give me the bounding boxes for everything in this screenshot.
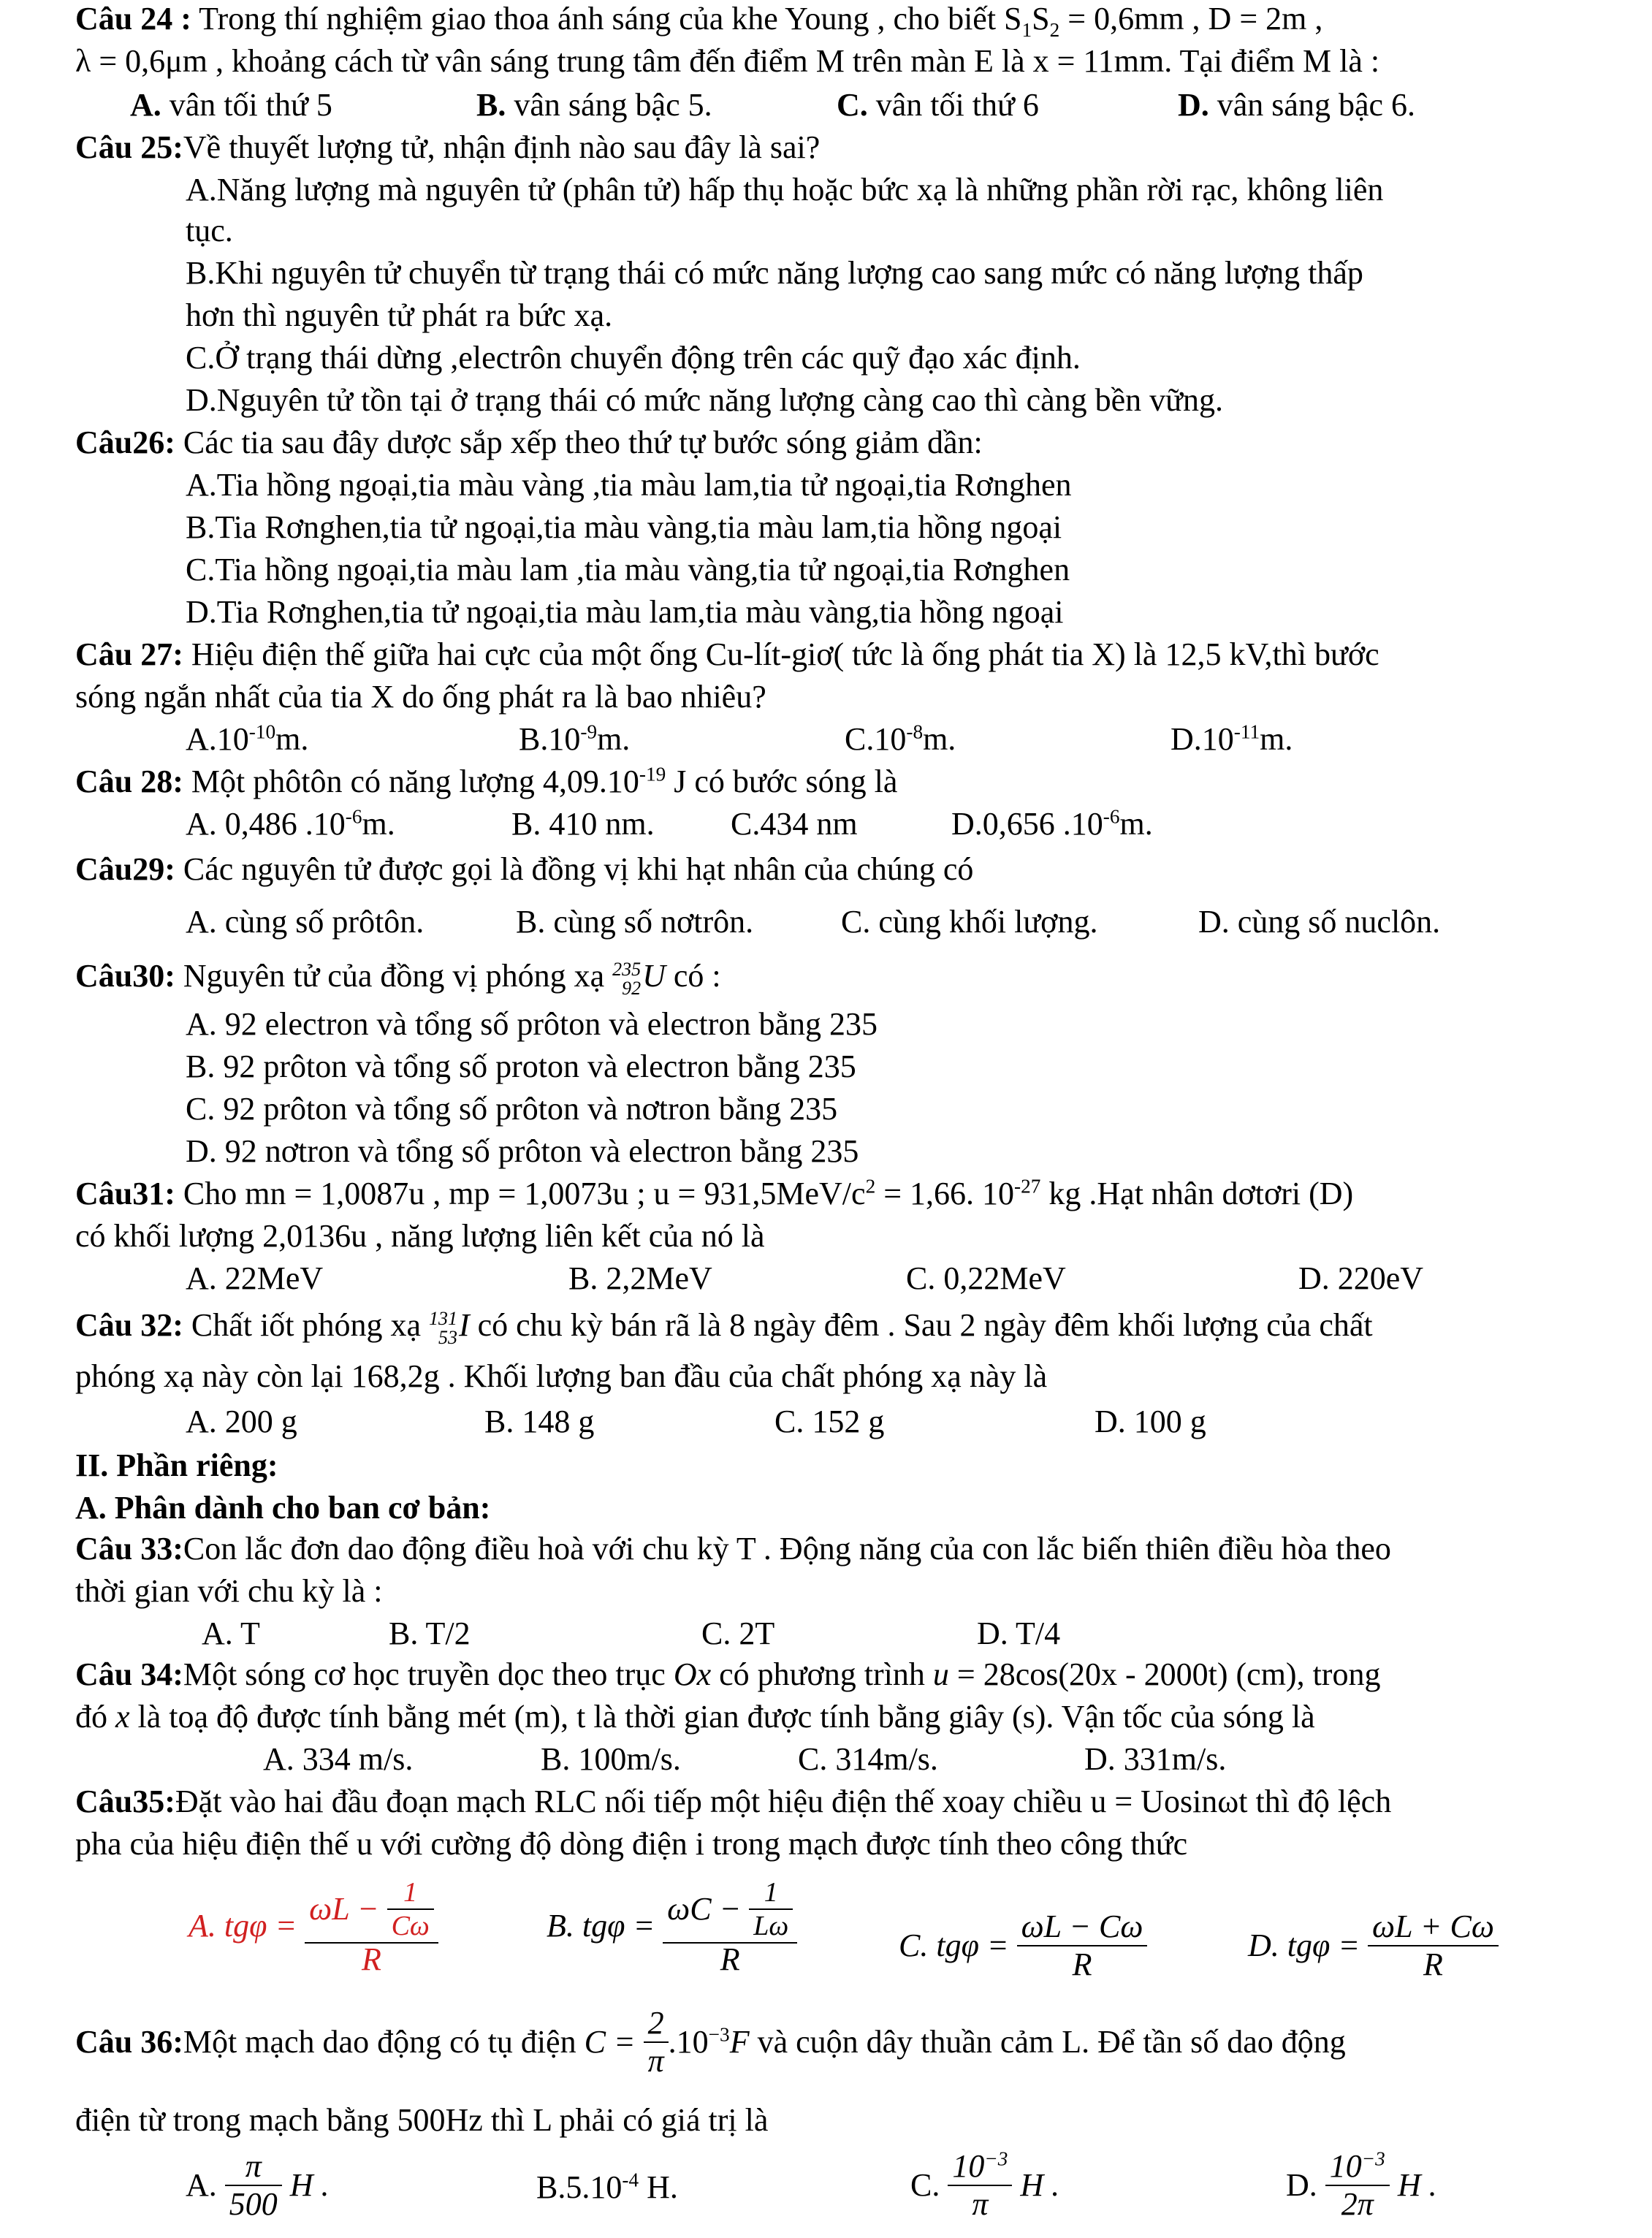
q28-option-a: A. 0,486 $.10^{-6}m$. [186, 805, 395, 842]
q26-text: Các tia sau đây dược sắp xếp theo thứ tự bước sóng giảm dần: [175, 425, 983, 460]
q30-text: Nguyên tử của đồng vị phóng xạ [175, 958, 613, 994]
q32-option-a: A. 200 g [186, 1404, 297, 1439]
q28-text: Một phôtôn có năng lượng 4,09.10 [183, 764, 639, 799]
section-part2-heading: II. Phần riêng: [75, 1447, 278, 1483]
q28-option-b: B. 410 nm. [511, 806, 655, 842]
q36-line2: điện từ trong mạch bằng 500Hz thì L phải có giá trị là [75, 2102, 769, 2138]
q32-text: Chất iốt phóng xạ [183, 1307, 429, 1343]
q31-label: Câu31: [75, 1176, 175, 1211]
q25-text: Về thuyết lượng tử, nhận định nào sau đây là sai? [183, 129, 821, 165]
q30-text-post: có : [665, 958, 721, 994]
q27-line2: sóng ngắn nhất của tia X do ống phát ra là bao nhiêu? [75, 679, 766, 715]
q26-option-c: C.Tia hồng ngoại,tia màu lam ,tia màu vàng,tia tử ngoại,tia Rơnghen [186, 552, 1070, 587]
q26-option-a: A.Tia hồng ngoại,tia màu vàng ,tia màu lam,tia tử ngoại,tia Rơnghen [186, 467, 1072, 503]
q30-nuclide-indices: 235 92 [612, 958, 642, 999]
q25-option-b-line1: B.Khi nguyên tử chuyển từ trạng thái có mức năng lượng cao sang mức có năng lượng thấp [186, 255, 1363, 291]
q32-label: Câu 32: [75, 1307, 183, 1343]
q29-option-d: D. cùng số nuclôn. [1198, 904, 1441, 940]
q24-option-c: C. vân tối thứ 6 [837, 87, 1039, 123]
q27-option-b: $B.10^{-9}m$. [519, 720, 631, 757]
q25-line1 [75, 129, 820, 167]
q34-line2: đó x là toạ độ được tính bằng mét (m), t là thời gian được tính bằng giây (s). Vận tốc của sóng là [75, 1699, 1315, 1735]
q24-option-d: D. vân sáng bậc 6. [1178, 87, 1416, 123]
q36-option-b: $B.5.10^{-4}$ H. [536, 2169, 678, 2205]
q31-option-d: D. 220eV [1298, 1260, 1424, 1296]
q26-line1 [75, 424, 983, 462]
q35-line2: pha của hiệu điện thế u với cường độ dòng điện i trong mạch được tính theo công thức [75, 1826, 1188, 1862]
q24-line1 [75, 0, 1323, 41]
q26-option-d: D.Tia Rơnghen,tia tử ngoại,tia màu lam,tia màu vàng,tia hồng ngoại [186, 594, 1064, 630]
q26-option-b: B.Tia Rơnghen,tia tử ngoại,tia màu vàng,tia màu lam,tia hồng ngoại [186, 509, 1062, 545]
q24-text2: = 0,6mm , D = 2m , [1059, 1, 1323, 37]
q29-line1 [75, 850, 973, 888]
q31-line2: có khối lượng 2,0136u , năng lượng liên kết của nó là [75, 1218, 765, 1254]
q27-option-d: $D.10^{-11}m$. [1171, 720, 1293, 757]
q26-label: Câu26: [75, 425, 175, 460]
q33-option-a: A. T [202, 1615, 260, 1651]
q35-text: Đặt vào hai đầu đoạn mạch RLC nối tiếp một hiệu điện thế xoay chiều u = Uosinωt thì độ lệch [175, 1784, 1392, 1819]
q32-nuclide-indices: 131 53 [429, 1307, 457, 1348]
q34-option-b: B. 100m/s. [541, 1741, 681, 1777]
q24-s2: S [1032, 1, 1050, 37]
q30-line1 [75, 954, 721, 998]
q25-option-c: C.Ở trạng thái dừng ,electrôn chuyển động trên các quỹ đạo xác định. [186, 340, 1081, 376]
q32-text-post: có chu kỳ bán rã là 8 ngày đêm . Sau 2 ngày đêm khối lượng của chất [469, 1307, 1373, 1343]
q34-line1: Câu 34:Một sóng cơ học truyền dọc theo trục Ox có phương trình u = 28cos(20x - 2000t) (cm), trong [75, 1656, 1381, 1692]
q28-label: Câu 28: [75, 764, 183, 799]
q28-option-c: C.434 nm [731, 806, 858, 842]
q33-option-d: D. T/4 [977, 1615, 1061, 1651]
q25-option-d: D.Nguyên tử tồn tại ở trạng thái có mức năng lượng càng cao thì càng bền vững. [186, 382, 1224, 418]
q34-option-d: D. 331m/s. [1084, 1741, 1227, 1777]
q31-option-a: A. 22MeV [186, 1260, 324, 1296]
q29-option-c: C. cùng khối lượng. [841, 904, 1098, 940]
q36-label: Câu 36: [75, 2024, 183, 2060]
q28-exp: -19 [639, 763, 666, 785]
q33-line1 [75, 1530, 1391, 1568]
q32-symbol: I [459, 1307, 470, 1343]
q25-label: Câu 25: [75, 129, 183, 165]
q36-option-d: D. $\frac{10^{-3}}{2\pi}$ H . [1286, 2147, 1437, 2222]
q32-option-c: C. 152 g [774, 1404, 885, 1439]
q29-option-a: A. cùng số prôtôn. [186, 904, 425, 940]
q35-label: Câu35: [75, 1784, 175, 1819]
q24-option-b: B. vân sáng bậc 5. [476, 87, 712, 123]
q36-option-a: A. $\frac{\pi}{500}$ H . [186, 2148, 330, 2222]
q28-line1 [75, 763, 897, 801]
q35-option-d: D. tgφ = $\frac{\omega L + C\omega}{R}$ [1248, 1908, 1499, 1983]
q33-label: Câu 33: [75, 1531, 183, 1567]
q27-text: Hiệu điện thế giữa hai cực của một ống Cu-lít-giơ( tức là ống phát tia X) là 12,5 kV,thì bước [183, 636, 1379, 672]
q35-line1 [75, 1783, 1391, 1821]
q30-label: Câu30: [75, 958, 175, 994]
q33-option-b: B. T/2 [389, 1615, 471, 1651]
q32-line2: phóng xạ này còn lại 168,2g . Khối lượng ban đầu của chất phóng xạ này là [75, 1358, 1048, 1394]
q24-text: Trong thí nghiệm giao thoa ánh sáng của khe Young , cho biết S [191, 1, 1022, 37]
q31-line1: Câu31: Cho mn = 1,0087u , mp = 1,0073u ; $u = 931,5MeV/c^2 = 1,66$. $10^{-27}$ kg .Hạt nhân dơtơri (D) [75, 1175, 1354, 1211]
q35-option-a: A. tgφ = ωL − $\frac{1}{C\omega}$ R [189, 1876, 438, 1976]
q31-text: Cho mn = 1,0087u , mp = 1,0073u ; u = 931,5MeV/c [175, 1176, 866, 1211]
q33-line2: thời gian với chu kỳ là : [75, 1573, 383, 1609]
q25-option-a-line2: tục. [186, 213, 233, 248]
q24-sub2: 2 [1049, 18, 1060, 41]
q30-option-b: B. 92 prôton và tổng số proton và electron bằng 235 [186, 1048, 856, 1084]
q25-option-a-line1: A.Năng lượng mà nguyên tử (phân tử) hấp thụ hoặc bức xạ là những phần rời rạc, không liên [186, 172, 1384, 208]
q29-label: Câu29: [75, 851, 175, 887]
q33-text: Con lắc đơn dao động điều hoà với chu kỳ T . Động năng của con lắc biến thiên điều hòa theo [183, 1531, 1391, 1567]
q24-label: Câu 24 : [75, 1, 191, 37]
q25-option-b-line2: hơn thì nguyên tử phát ra bức xạ. [186, 297, 613, 333]
q34-label: Câu 34: [75, 1656, 183, 1692]
q30-symbol: U [642, 958, 666, 994]
q31-option-c: C. 0,22MeV [906, 1260, 1066, 1296]
q24-sub1: 1 [1021, 18, 1032, 41]
q27-option-c: $C.10^{-8}m$. [845, 720, 956, 757]
q34-option-a: A. 334 m/s. [263, 1741, 414, 1777]
q31-option-b: B. 2,2MeV [568, 1260, 712, 1296]
q32-line1 [75, 1303, 1373, 1347]
q35-option-c: C. tgφ = $\frac{\omega L - C\omega}{R}$ [899, 1908, 1147, 1983]
q30-option-c: C. 92 prôton và tổng số prôton và nơtron bằng 235 [186, 1091, 838, 1127]
q30-option-d: D. 92 nơtron và tổng số prôton và electron bằng 235 [186, 1133, 859, 1169]
q30-option-a: A. 92 electron và tổng số prôton và electron bằng 235 [186, 1006, 878, 1042]
q24-line2: λ = 0,6μm , khoảng cách từ vân sáng trung tâm đến điểm M trên màn E là x = 11mm. Tại điểm M là : [75, 43, 1380, 79]
q36-option-c: C. $\frac{10^{-3}}{\pi}$ H . [910, 2147, 1060, 2222]
q27-line1 [75, 636, 1379, 674]
q34-option-c: C. 314m/s. [798, 1741, 938, 1777]
q35-option-b: B. tgφ = ωC − $\frac{1}{L\omega}$ R [547, 1876, 797, 1976]
section-partA-heading: A. Phân dành cho ban cơ bản: [75, 1490, 491, 1526]
q28-text-post: J có bước sóng là [666, 764, 898, 799]
q29-text: Các nguyên tử được gọi là đồng vị khi hạt nhân của chúng có [175, 851, 974, 887]
q27-option-a: $A.10^{-10}m$. [186, 720, 309, 757]
q24-option-a: A. vân tối thứ 5 [130, 87, 332, 123]
q32-option-d: D. 100 g [1095, 1404, 1206, 1439]
q28-option-d: D.0,656 $.10^{-6}m$. [951, 805, 1153, 842]
q33-option-c: C. 2T [701, 1615, 775, 1651]
q36-line1: Câu 36:Một mạch dao động có tụ điện C = $\frac{2}{\pi}$ $.10^{-3}F$ và cuộn dây thuần cảm L. Để tần số dao động [75, 2005, 1346, 2079]
q27-label: Câu 27: [75, 636, 183, 672]
q32-option-b: B. 148 g [484, 1404, 595, 1439]
q29-option-b: B. cùng số nơtrôn. [516, 904, 754, 940]
